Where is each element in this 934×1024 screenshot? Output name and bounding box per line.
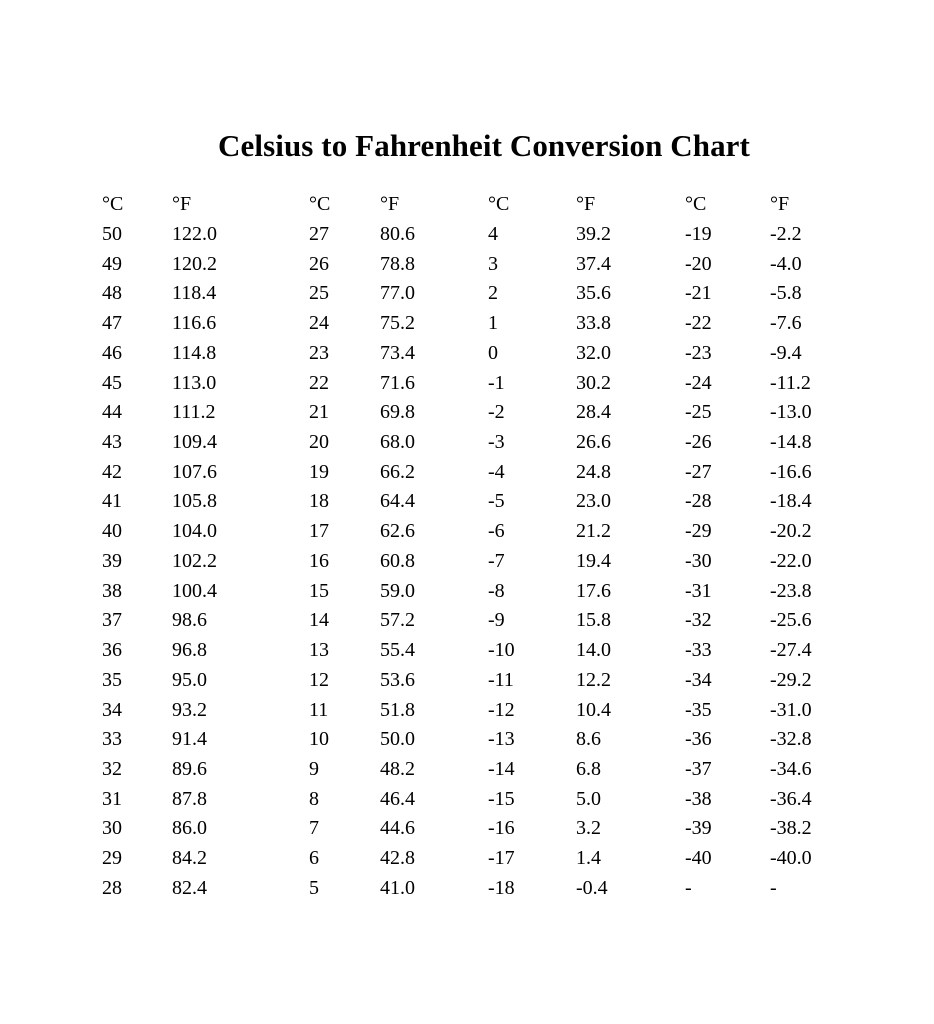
fahrenheit-cell: -22.0 <box>770 549 812 572</box>
fahrenheit-cell: 69.8 <box>380 401 415 424</box>
fahrenheit-cell: 1.4 <box>576 847 601 870</box>
table-row <box>0 668 934 698</box>
celsius-cell: - <box>685 876 692 899</box>
table-body <box>0 222 934 906</box>
celsius-cell: 24 <box>309 312 329 335</box>
fahrenheit-cell: 68.0 <box>380 431 415 454</box>
fahrenheit-cell: 53.6 <box>380 668 415 691</box>
celsius-cell: -34 <box>685 668 712 691</box>
fahrenheit-cell: 50.0 <box>380 728 415 751</box>
fahrenheit-cell: 57.2 <box>380 609 415 632</box>
celsius-cell: 10 <box>309 728 329 751</box>
table-row <box>0 698 934 728</box>
fahrenheit-cell: -11.2 <box>770 371 811 394</box>
celsius-cell: -6 <box>488 520 505 543</box>
celsius-cell: 48 <box>102 282 122 305</box>
table-row <box>0 252 934 282</box>
celsius-cell: 45 <box>102 371 122 394</box>
fahrenheit-cell: 15.8 <box>576 609 611 632</box>
fahrenheit-cell: -29.2 <box>770 668 812 691</box>
celsius-cell: -33 <box>685 639 712 662</box>
header-fahrenheit: °F <box>770 193 790 215</box>
fahrenheit-cell: -23.8 <box>770 579 812 602</box>
fahrenheit-cell: 84.2 <box>172 847 207 870</box>
fahrenheit-cell: 59.0 <box>380 579 415 602</box>
celsius-cell: 0 <box>488 341 498 364</box>
fahrenheit-cell: 111.2 <box>172 401 216 424</box>
fahrenheit-cell: 95.0 <box>172 668 207 691</box>
celsius-cell: -15 <box>488 787 515 810</box>
header-celsius: °C <box>102 193 124 215</box>
celsius-cell: 19 <box>309 460 329 483</box>
fahrenheit-cell: -40.0 <box>770 847 812 870</box>
celsius-cell: 13 <box>309 639 329 662</box>
page-title: Celsius to Fahrenheit Conversion Chart <box>218 128 750 163</box>
fahrenheit-cell: -16.6 <box>770 460 812 483</box>
fahrenheit-cell: 39.2 <box>576 223 611 245</box>
celsius-cell: -23 <box>685 341 712 364</box>
fahrenheit-cell: 60.8 <box>380 549 415 572</box>
celsius-cell: -8 <box>488 579 505 602</box>
fahrenheit-cell: -34.6 <box>770 757 812 780</box>
fahrenheit-cell: 91.4 <box>172 728 207 751</box>
table-row <box>0 727 934 757</box>
fahrenheit-cell: -14.8 <box>770 431 812 454</box>
celsius-cell: 1 <box>488 312 498 335</box>
fahrenheit-cell: 77.0 <box>380 282 415 305</box>
fahrenheit-cell: 122.0 <box>172 223 217 245</box>
table-row <box>0 876 934 906</box>
fahrenheit-cell: 89.6 <box>172 757 207 780</box>
celsius-cell: 9 <box>309 757 319 780</box>
table-row <box>0 430 934 460</box>
celsius-cell: 25 <box>309 282 329 305</box>
fahrenheit-cell: 78.8 <box>380 252 415 275</box>
celsius-cell: -3 <box>488 431 505 454</box>
fahrenheit-cell: 41.0 <box>380 876 415 899</box>
table-row <box>0 371 934 401</box>
fahrenheit-cell: -20.2 <box>770 520 812 543</box>
fahrenheit-cell: 55.4 <box>380 639 415 662</box>
celsius-cell: 4 <box>488 223 498 245</box>
fahrenheit-cell: 114.8 <box>172 341 217 364</box>
conversion-table <box>0 192 934 906</box>
table-row <box>0 608 934 638</box>
celsius-cell: 36 <box>102 639 122 662</box>
fahrenheit-cell: 75.2 <box>380 312 415 335</box>
celsius-cell: 34 <box>102 698 122 721</box>
fahrenheit-cell: 19.4 <box>576 549 611 572</box>
celsius-cell: 41 <box>102 490 122 513</box>
fahrenheit-cell: 5.0 <box>576 787 601 810</box>
celsius-cell: 31 <box>102 787 122 810</box>
fahrenheit-cell: 24.8 <box>576 460 611 483</box>
celsius-cell: -4 <box>488 460 505 483</box>
celsius-cell: -20 <box>685 252 712 275</box>
fahrenheit-cell: 102.2 <box>172 549 217 572</box>
celsius-cell: 37 <box>102 609 122 632</box>
celsius-cell: -40 <box>685 847 712 870</box>
fahrenheit-cell: 66.2 <box>380 460 415 483</box>
celsius-cell: -7 <box>488 549 505 572</box>
celsius-cell: -19 <box>685 223 712 245</box>
fahrenheit-cell: 80.6 <box>380 223 415 245</box>
celsius-cell: -30 <box>685 549 712 572</box>
celsius-cell: 28 <box>102 876 122 899</box>
fahrenheit-cell: -32.8 <box>770 728 812 751</box>
celsius-cell: 40 <box>102 520 122 543</box>
fahrenheit-cell: -25.6 <box>770 609 812 632</box>
fahrenheit-cell: 48.2 <box>380 757 415 780</box>
celsius-cell: 6 <box>309 847 319 870</box>
fahrenheit-cell: -31.0 <box>770 698 812 721</box>
celsius-cell: 22 <box>309 371 329 394</box>
celsius-cell: -17 <box>488 847 515 870</box>
celsius-cell: -26 <box>685 431 712 454</box>
header-celsius: °C <box>309 193 331 215</box>
celsius-cell: -16 <box>488 817 515 840</box>
celsius-cell: 26 <box>309 252 329 275</box>
fahrenheit-cell: 42.8 <box>380 847 415 870</box>
fahrenheit-cell: -0.4 <box>576 876 608 899</box>
celsius-cell: 14 <box>309 609 329 632</box>
fahrenheit-cell: 28.4 <box>576 401 611 424</box>
fahrenheit-cell: 37.4 <box>576 252 611 275</box>
table-row <box>0 757 934 787</box>
table-row <box>0 579 934 609</box>
celsius-cell: 38 <box>102 579 122 602</box>
fahrenheit-cell: 51.8 <box>380 698 415 721</box>
fahrenheit-cell: 109.4 <box>172 431 217 454</box>
celsius-cell: 16 <box>309 549 329 572</box>
fahrenheit-cell: 87.8 <box>172 787 207 810</box>
celsius-cell: 39 <box>102 549 122 572</box>
celsius-cell: 46 <box>102 341 122 364</box>
table-row <box>0 816 934 846</box>
fahrenheit-cell: 100.4 <box>172 579 217 602</box>
table-header-row <box>0 192 934 222</box>
celsius-cell: 50 <box>102 223 122 245</box>
fahrenheit-cell: 93.2 <box>172 698 207 721</box>
celsius-cell: 21 <box>309 401 329 424</box>
celsius-cell: -14 <box>488 757 515 780</box>
celsius-cell: -22 <box>685 312 712 335</box>
celsius-cell: 47 <box>102 312 122 335</box>
fahrenheit-cell: -18.4 <box>770 490 812 513</box>
celsius-cell: 32 <box>102 757 122 780</box>
fahrenheit-cell: -2.2 <box>770 223 802 245</box>
table-row <box>0 549 934 579</box>
celsius-cell: 2 <box>488 282 498 305</box>
header-fahrenheit: °F <box>576 193 596 215</box>
fahrenheit-cell: 26.6 <box>576 431 611 454</box>
celsius-cell: 44 <box>102 401 122 424</box>
celsius-cell: 11 <box>309 698 329 721</box>
celsius-cell: -38 <box>685 787 712 810</box>
fahrenheit-cell: -38.2 <box>770 817 812 840</box>
fahrenheit-cell: 8.6 <box>576 728 601 751</box>
fahrenheit-cell: 3.2 <box>576 817 601 840</box>
table-row <box>0 400 934 430</box>
celsius-cell: 3 <box>488 252 498 275</box>
celsius-cell: -36 <box>685 728 712 751</box>
celsius-cell: -2 <box>488 401 505 424</box>
table-row <box>0 787 934 817</box>
header-fahrenheit: °F <box>380 193 400 215</box>
celsius-cell: -11 <box>488 668 514 691</box>
fahrenheit-cell: -36.4 <box>770 787 812 810</box>
fahrenheit-cell: -27.4 <box>770 639 812 662</box>
fahrenheit-cell: 23.0 <box>576 490 611 513</box>
fahrenheit-cell: 113.0 <box>172 371 217 394</box>
celsius-cell: -39 <box>685 817 712 840</box>
celsius-cell: -24 <box>685 371 712 394</box>
fahrenheit-cell: 12.2 <box>576 668 611 691</box>
fahrenheit-cell: 116.6 <box>172 312 217 335</box>
celsius-cell: 12 <box>309 668 329 691</box>
celsius-cell: 42 <box>102 460 122 483</box>
fahrenheit-cell: 21.2 <box>576 520 611 543</box>
header-fahrenheit: °F <box>172 193 192 215</box>
celsius-cell: -21 <box>685 282 712 305</box>
fahrenheit-cell: 86.0 <box>172 817 207 840</box>
table-row <box>0 281 934 311</box>
celsius-cell: 7 <box>309 817 319 840</box>
celsius-cell: -12 <box>488 698 515 721</box>
fahrenheit-cell: 82.4 <box>172 876 207 899</box>
celsius-cell: 35 <box>102 668 122 691</box>
fahrenheit-cell: 73.4 <box>380 341 415 364</box>
fahrenheit-cell: -9.4 <box>770 341 802 364</box>
celsius-cell: -10 <box>488 639 515 662</box>
table-row <box>0 638 934 668</box>
fahrenheit-cell: 118.4 <box>172 282 217 305</box>
celsius-cell: -18 <box>488 876 515 899</box>
table-row <box>0 489 934 519</box>
celsius-cell: -35 <box>685 698 712 721</box>
fahrenheit-cell: 30.2 <box>576 371 611 394</box>
celsius-cell: 23 <box>309 341 329 364</box>
celsius-cell: -1 <box>488 371 505 394</box>
celsius-cell: 30 <box>102 817 122 840</box>
fahrenheit-cell: -7.6 <box>770 312 802 335</box>
header-celsius: °C <box>488 193 510 215</box>
celsius-cell: -13 <box>488 728 515 751</box>
fahrenheit-cell: 46.4 <box>380 787 415 810</box>
fahrenheit-cell: 98.6 <box>172 609 207 632</box>
fahrenheit-cell: 6.8 <box>576 757 601 780</box>
table-row <box>0 222 934 252</box>
celsius-cell: -27 <box>685 460 712 483</box>
fahrenheit-cell: 104.0 <box>172 520 217 543</box>
fahrenheit-cell: 107.6 <box>172 460 217 483</box>
celsius-cell: -32 <box>685 609 712 632</box>
celsius-cell: 8 <box>309 787 319 810</box>
fahrenheit-cell: 64.4 <box>380 490 415 513</box>
celsius-cell: 43 <box>102 431 122 454</box>
table-row <box>0 341 934 371</box>
fahrenheit-cell: 17.6 <box>576 579 611 602</box>
celsius-cell: -29 <box>685 520 712 543</box>
fahrenheit-cell: 96.8 <box>172 639 207 662</box>
celsius-cell: -31 <box>685 579 712 602</box>
fahrenheit-cell: 105.8 <box>172 490 217 513</box>
fahrenheit-cell: - <box>770 876 777 899</box>
celsius-cell: 18 <box>309 490 329 513</box>
celsius-cell: 29 <box>102 847 122 870</box>
table-row <box>0 519 934 549</box>
fahrenheit-cell: 44.6 <box>380 817 415 840</box>
fahrenheit-cell: 10.4 <box>576 698 611 721</box>
fahrenheit-cell: 33.8 <box>576 312 611 335</box>
table-row <box>0 311 934 341</box>
celsius-cell: -25 <box>685 401 712 424</box>
fahrenheit-cell: -13.0 <box>770 401 812 424</box>
celsius-cell: 15 <box>309 579 329 602</box>
fahrenheit-cell: -5.8 <box>770 282 802 305</box>
celsius-cell: 33 <box>102 728 122 751</box>
celsius-cell: 49 <box>102 252 122 275</box>
celsius-cell: -28 <box>685 490 712 513</box>
fahrenheit-cell: 35.6 <box>576 282 611 305</box>
fahrenheit-cell: 14.0 <box>576 639 611 662</box>
fahrenheit-cell: 62.6 <box>380 520 415 543</box>
fahrenheit-cell: 120.2 <box>172 252 217 275</box>
celsius-cell: 20 <box>309 431 329 454</box>
table-row <box>0 460 934 490</box>
fahrenheit-cell: 32.0 <box>576 341 611 364</box>
celsius-cell: 27 <box>309 223 329 245</box>
celsius-cell: 17 <box>309 520 329 543</box>
celsius-cell: -5 <box>488 490 505 513</box>
celsius-cell: 5 <box>309 876 319 899</box>
celsius-cell: -37 <box>685 757 712 780</box>
table-row <box>0 846 934 876</box>
fahrenheit-cell: -4.0 <box>770 252 802 275</box>
header-celsius: °C <box>685 193 707 215</box>
celsius-cell: -9 <box>488 609 505 632</box>
fahrenheit-cell: 71.6 <box>380 371 415 394</box>
